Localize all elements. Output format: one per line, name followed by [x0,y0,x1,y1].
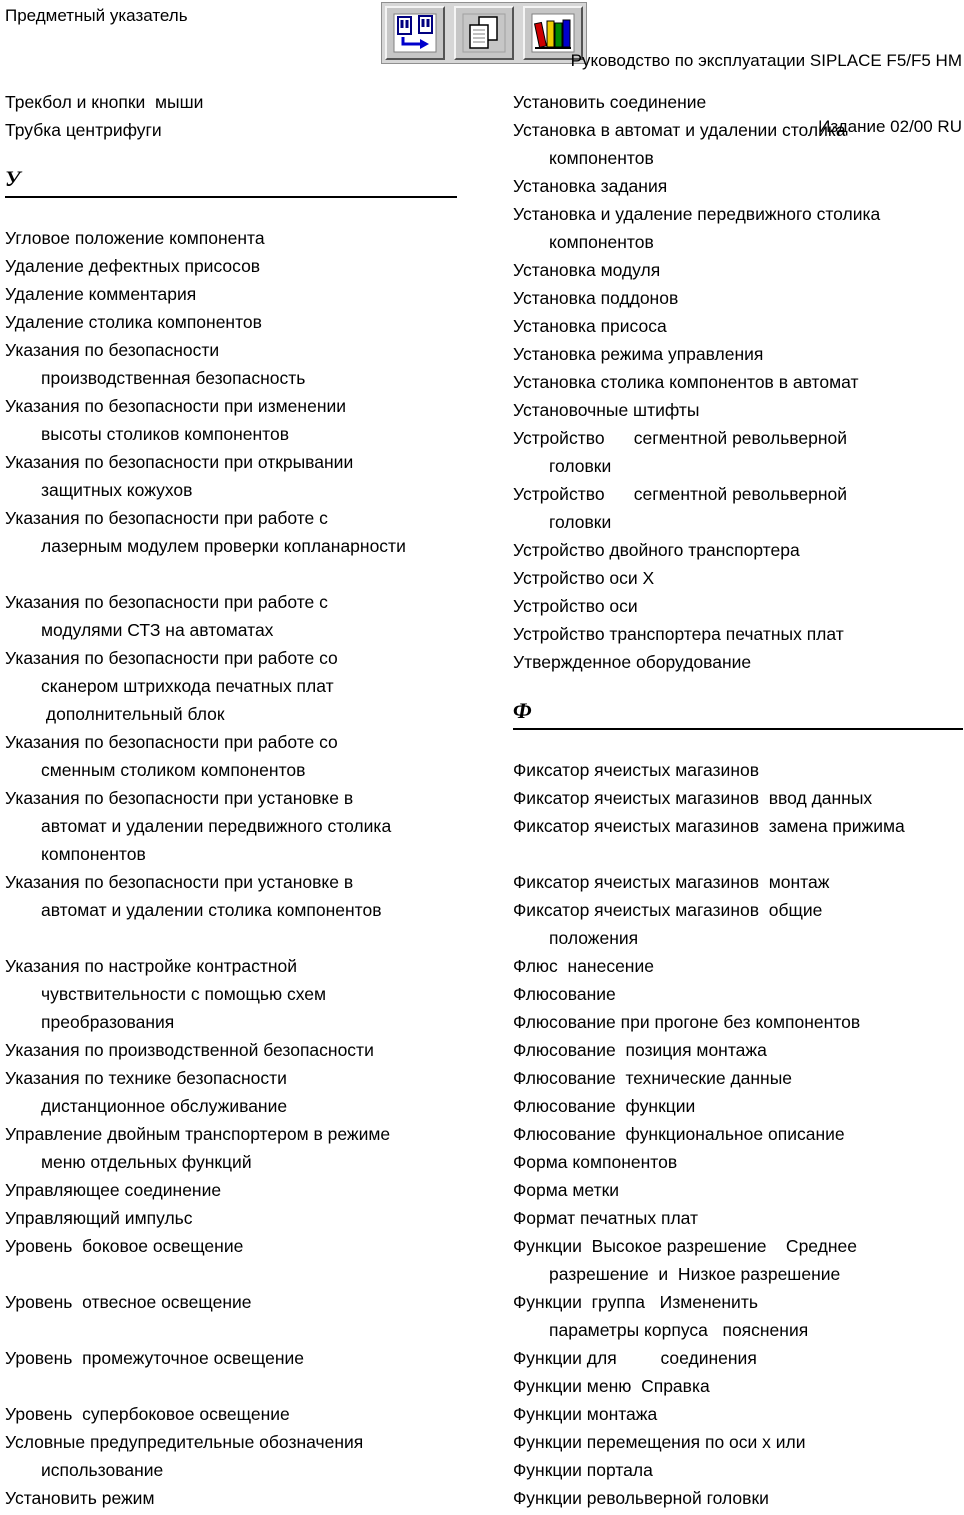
index-entry [513,1456,963,1484]
index-entry [513,648,963,676]
index-entry [5,1484,457,1512]
index-entry [513,1372,963,1400]
index-entry [513,812,963,840]
index-entry [5,1176,457,1204]
entry-line: модулями СТЗ на автоматах [41,620,274,640]
index-entry [5,784,457,868]
index-column-left [5,88,457,1512]
manual-edition: Издание 02/00 RU [818,117,962,136]
index-entry [513,396,963,424]
entry-line: Указания по безопасности при работе с [5,592,328,612]
entry-line: Указания по безопасности при установке в [5,872,354,892]
entry-line: чувствительности с помощью схем [41,984,327,1004]
entry-line: Трубка центрифуги [5,120,162,140]
entry-line: Функции для соединения [513,1348,757,1368]
entry-line: Указания по настройке контрастной [5,956,298,976]
entry-line: защитных кожухов [41,480,193,500]
copy-pages-icon[interactable] [454,6,514,60]
index-entry [513,284,963,312]
navigation-iconbar [381,2,587,64]
index-entry [513,1008,963,1036]
entry-line: Указания по безопасности при изменении [5,396,347,416]
machines-transfer-icon[interactable] [385,6,445,60]
index-entry [513,896,963,952]
index-entry [5,308,457,336]
entry-line: Функции револьверной головки [513,1488,769,1508]
index-entry [513,564,963,592]
entry-line: Указания по технике безопасности [5,1068,287,1088]
index-entry [5,1232,457,1260]
entry-line: лазерным модулем проверки копланарности [41,536,406,556]
entry-line: Установка поддонов [513,288,679,308]
entry-line: Указания по производственной безопасности [5,1040,374,1060]
entry-line: Удаление комментария [5,284,197,304]
index-entry [513,756,963,784]
entry-line: Указания по безопасности при работе с [5,508,328,528]
entry-line: Устройство двойного транспортера [513,540,800,560]
index-entry [513,980,963,1008]
index-entry [5,952,457,1036]
entry-line: сменным столиком компонентов [41,760,306,780]
entry-line: Указания по безопасности при работе со [5,732,338,752]
index-entry [5,1120,457,1176]
index-entry [5,1400,457,1428]
entry-line: Функции меню Справка [513,1376,710,1396]
index-entry [513,312,963,340]
index-entry [513,1176,963,1204]
index-entry [513,620,963,648]
page-title: Предметный указатель [5,6,188,25]
index-entry [513,172,963,200]
entry-line: Установить соединение [513,92,707,112]
entry-line: производственная безопасность [41,368,306,388]
section-letter: Ф [513,698,963,730]
index-entry [5,1204,457,1232]
entry-line: Указания по безопасности при работе со [5,648,338,668]
index-entry [513,368,963,396]
entry-line: дистанционное обслуживание [41,1096,288,1116]
index-entry [5,336,457,392]
index-entry [513,116,963,172]
index-entry [5,1428,457,1484]
index-entry [5,252,457,280]
entry-line: Устройство сегментной револьверной [513,428,848,448]
entry-line: Функции группа Измененить [513,1292,758,1312]
index-entry [513,1400,963,1428]
entry-line: разрешение и Низкое разрешение [549,1264,841,1284]
entry-line: Формат печатных плат [513,1208,699,1228]
entry-line: параметры корпуса пояснения [549,1320,809,1340]
section-letter: У [5,166,457,198]
entry-line: головки [549,512,612,532]
entry-line: положения [549,928,639,948]
entry-line: Указания по безопасности [5,340,220,360]
entry-line: Установка присоса [513,316,667,336]
entry-line: использование [41,1460,164,1480]
entry-line: дополнительный блок [41,704,225,724]
index-entry [513,424,963,480]
index-entry [5,392,457,448]
index-entry [513,1092,963,1120]
entry-line: Установка задания [513,176,668,196]
index-entry [5,1064,457,1120]
entry-line: Флюсование позиция монтажа [513,1040,767,1060]
entry-line: Угловое положение компонента [5,228,265,248]
entry-line: Указания по безопасности при установке в [5,788,354,808]
index-entry [513,1204,963,1232]
manual-title: Руководство по эксплуатации SIPLACE F5/F5 HM [570,51,962,70]
entry-line: меню отдельных функций [41,1152,252,1172]
index-entry [5,644,457,728]
entry-line: Утвержденное оборудование [513,652,752,672]
index-entry [513,952,963,980]
index-entry [5,116,457,144]
entry-line: Установка и удаление передвижного столика [513,204,881,224]
entry-line: Управляющее соединение [5,1180,222,1200]
index-entry [513,1232,963,1288]
entry-line: высоты столиков компонентов [41,424,290,444]
entry-line: Фиксатор ячеистых магазинов ввод данных [513,788,873,808]
index-entry [5,588,457,644]
entry-line: Устройство сегментной револьверной [513,484,848,504]
index-entry [513,592,963,620]
entry-line: Установить режим [5,1488,155,1508]
entry-line: Уровень боковое освещение [5,1236,244,1256]
entry-line: Устройство транспортера печатных плат [513,624,844,644]
index-entry [5,224,457,252]
index-entry [513,1148,963,1176]
entry-line: Трекбол и кнопки мыши [5,92,204,112]
entry-line: компонентов [549,148,654,168]
entry-line: Функции портала [513,1460,653,1480]
entry-line: Форма метки [513,1180,620,1200]
entry-line: сканером штрихкода печатных плат [41,676,334,696]
entry-line: преобразования [41,1012,175,1032]
entry-line: Флюс нанесение [513,956,654,976]
entry-line: Форма компонентов [513,1152,678,1172]
index-entry [513,480,963,536]
index-entry [5,1288,457,1316]
entry-line: Указания по безопасности при открывании [5,452,354,472]
entry-line: Флюсование [513,984,616,1004]
index-entry [513,784,963,812]
index-entry [513,1064,963,1092]
entry-line: Уровень супербоковое освещение [5,1404,290,1424]
index-entry [513,1344,963,1372]
index-column-right [513,88,963,1512]
index-entry [5,504,457,560]
entry-line: Установка столика компонентов в автомат [513,372,859,392]
entry-line: Флюсование функции [513,1096,696,1116]
index-entry [5,868,457,924]
index-entry [513,256,963,284]
entry-line: Управление двойным транспортером в режиме [5,1124,391,1144]
index-entry [513,200,963,256]
index-entry [513,1036,963,1064]
index-entry [513,868,963,896]
entry-line: Устройство оси X [513,568,655,588]
entry-line: Установка режима управления [513,344,764,364]
entry-line: Уровень отвесное освещение [5,1292,252,1312]
entry-line: Флюсование при прогоне без компонентов [513,1012,861,1032]
entry-line: Функции Высокое разрешение Среднее [513,1236,857,1256]
entry-line: Установочные штифты [513,400,700,420]
entry-line: Устройство оси [513,596,638,616]
index-entry [513,340,963,368]
index-entry [513,88,963,116]
entry-line: Флюсование функциональное описание [513,1124,845,1144]
index-entry [513,536,963,564]
entry-line: компонентов [41,844,146,864]
entry-line: автомат и удалении столика компонентов [41,900,382,920]
entry-line: Управляющий импульс [5,1208,193,1228]
entry-line: Условные предупредительные обозначения [5,1432,364,1452]
entry-line: Удаление столика компонентов [5,312,262,332]
entry-line: Удаление дефектных присосов [5,256,261,276]
entry-line: Установка модуля [513,260,661,280]
entry-line: Флюсование технические данные [513,1068,793,1088]
index-entry [5,448,457,504]
entry-line: Функции перемещения по оси x или [513,1432,806,1452]
index-entry [5,88,457,116]
index-entry [5,1036,457,1064]
entry-line: автомат и удалении передвижного столика [41,816,392,836]
entry-line: Функции монтажа [513,1404,658,1424]
index-entry [513,1428,963,1456]
index-entry [5,280,457,308]
entry-line: Уровень промежуточное освещение [5,1348,304,1368]
index-entry [513,1484,963,1512]
entry-line: Фиксатор ячеистых магазинов монтаж [513,872,830,892]
entry-line: компонентов [549,232,654,252]
entry-line: Фиксатор ячеистых магазинов общие [513,900,823,920]
index-entry [5,728,457,784]
index-entry [513,1288,963,1344]
index-entry [5,1344,457,1372]
entry-line: Фиксатор ячеистых магазинов замена прижима [513,816,905,836]
entry-line: Фиксатор ячеистых магазинов [513,760,760,780]
index-entry [513,1120,963,1148]
entry-line: Установка в автомат и удалении столика [513,120,846,140]
entry-line: головки [549,456,612,476]
